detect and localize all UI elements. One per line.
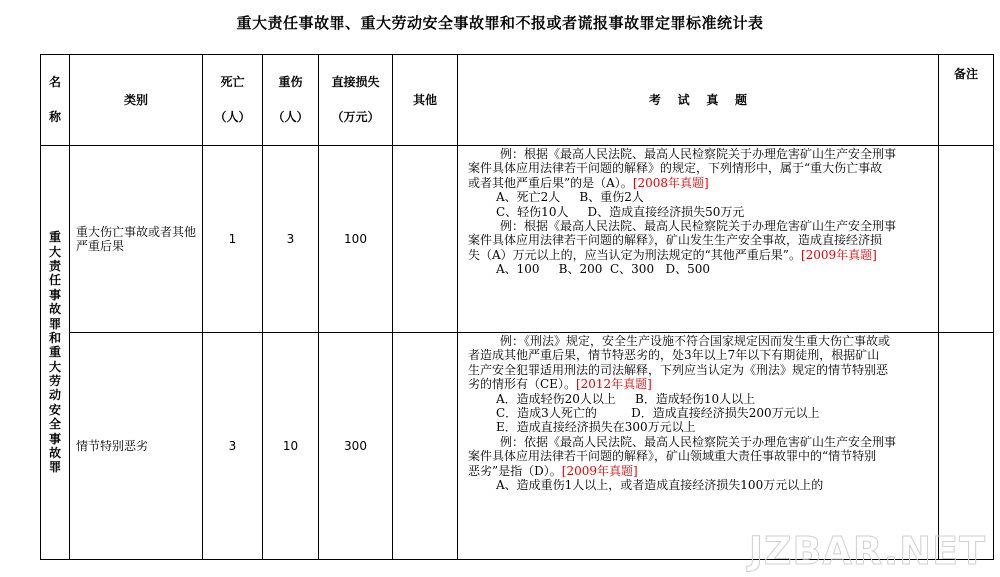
row-exam: 例：根据《最高人民法院、最高人民检察院关于办理危害矿山生产安全刑事 案件具体应用法律若干问题的解释》的规定，下列情形中，属于“重大伤亡事故 或者其他严重后果”的是（A）。[2008年真题] A、死亡2人 B、重伤2人 C、轻伤10人 D、造成直接经济损失50万元 例：根据《最高人民法院、最高人民检察院关于办理危害矿山生产安全刑事 案件具体应用法律若干问题的解释》，矿山发生生产安全事故，造成直接经济损 失（A）万元以上的，应当认定为刑法规定的“其他严重后果”。[2009年真题] A、100 B、200 C、300 D、500 [458,146,939,333]
header-death: 死亡 （人） [203,55,263,146]
header-remark: 备注 [939,55,994,146]
row-injury: 10 [263,333,319,560]
table-row [41,146,994,333]
row-injury: 3 [263,146,319,333]
page-title: 重大责任事故罪、重大劳动安全事故罪和不报或者谎报事故罪定罪标准统计表 [236,14,764,32]
header-name: 名 称 [41,55,70,146]
row-loss: 300 [319,333,393,560]
row-other [393,333,458,560]
row-category: 情节特别恶劣 [70,333,203,560]
header-injury: 重伤 （人） [263,55,319,146]
exam-year: [2009年真题] [561,463,638,478]
exam-year: [2008年真题] [632,175,709,190]
exam-year: [2009年真题] [800,247,877,262]
row-death: 3 [203,333,263,560]
watermark: JZBAR.NET [748,529,986,573]
header-category: 类别 [70,55,203,146]
row-other [393,146,458,333]
table-row [41,333,994,560]
header-exam: 考 试 真 题 [458,55,939,146]
header-other: 其他 [393,55,458,146]
crime-name-cell: 重 大 责 任 事 故 罪 和 重 大 劳 动 安 全 事 故 罪 [41,146,70,560]
header-row [41,55,994,146]
row-category: 重大伤亡事故或者其他严重后果 [70,146,203,333]
row-loss: 100 [319,146,393,333]
row-death: 1 [203,146,263,333]
header-loss: 直接损失 （万元） [319,55,393,146]
exam-year: [2012年真题] [575,377,652,392]
row-remark [939,146,994,333]
row-remark [939,333,994,560]
standards-table [40,54,994,560]
row-exam: 例：《刑法》规定，安全生产设施不符合国家规定因而发生重大伤亡事故或 者造成其他严重后果，情节特恶劣的，处3年以上7年以下有期徒刑，根据矿山 生产安全犯罪适用刑法的司法解释，下列应当认定为《刑法》规定的情节特别恶 劣的情形有（CE）。[2012年真题] A．造成轻伤20人以上 B．造成轻伤10人以上 C．造成3人死亡的 D．造成直接经济损失200万元以上 E．造成直接经济损失在300万元以上 例：依据《最高人民法院、最高人民检察院关于办理危害矿山生产安全刑事 案件具体应用法律若干问题的解释》，矿山领域重大责任事故罪中的“情节特别 恶劣”是指（D）。[2009年真题] A、造成重伤1人以上，或者造成直接经济损失100万元以上的 [458,333,939,560]
